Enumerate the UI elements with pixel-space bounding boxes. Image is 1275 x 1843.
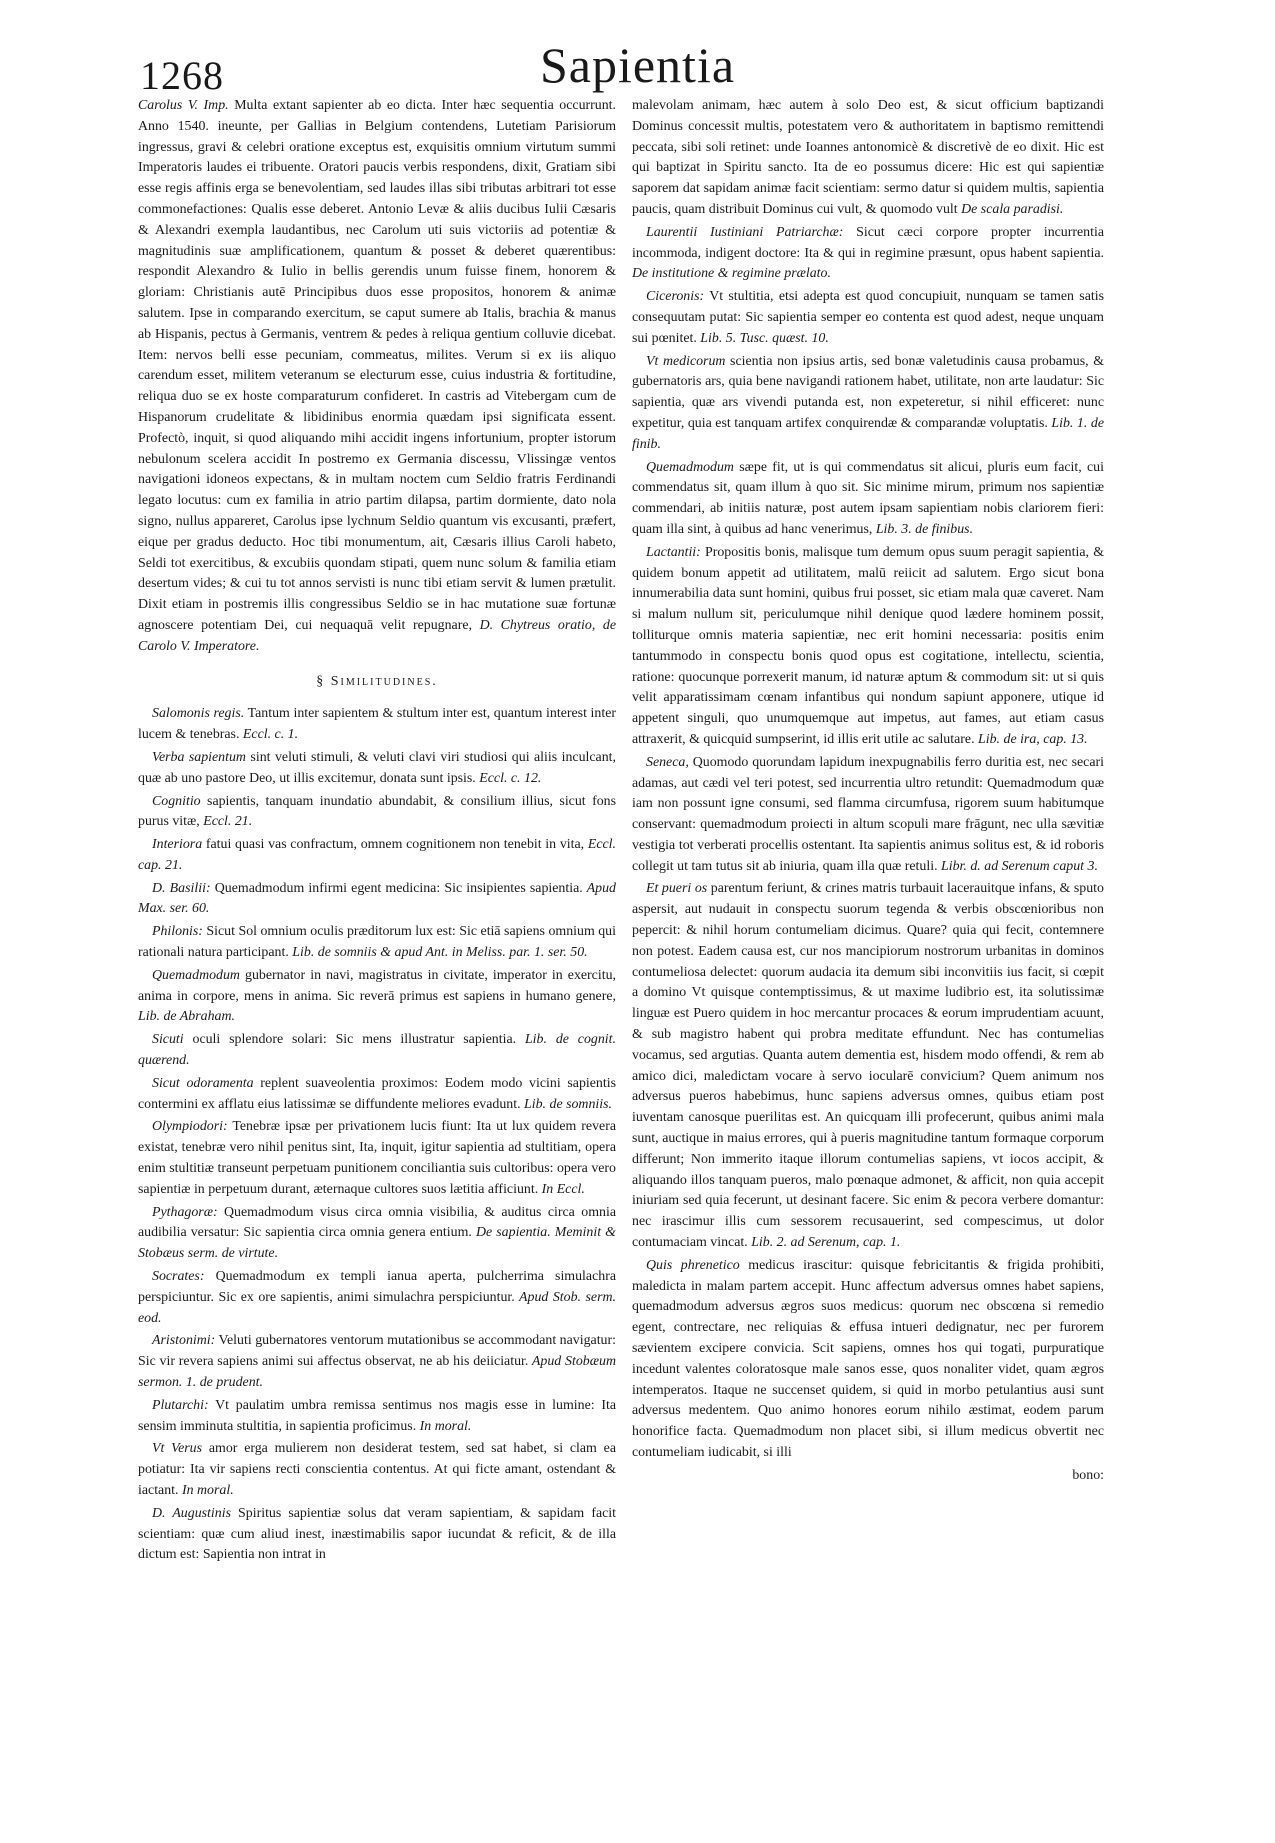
paragraph-text: sint veluti stimuli, & veluti clavi viri studiosi qui aliis inculcant, quæ ab uno pastore Deo, ut illis excitemur, donata sunt ipsis.	[138, 749, 616, 786]
paragraph-lead: Plutarchi:	[152, 1397, 209, 1413]
text-paragraph	[138, 1030, 616, 1072]
source-reference: De sapientia. Meminit & Stobæus serm. de virtute.	[138, 1225, 616, 1262]
text-paragraph	[138, 1439, 616, 1501]
paragraph-lead: Pythagoræ:	[152, 1204, 218, 1220]
running-title: Sapientia	[539, 37, 736, 93]
text-paragraph	[632, 753, 1104, 878]
source-reference: In moral.	[178, 1483, 234, 1498]
paragraph-text: oculi splendore solari: Sic mens illustratur sapientia.	[183, 1032, 517, 1048]
text-paragraph	[138, 1396, 616, 1438]
text-paragraph	[632, 458, 1104, 541]
paragraph-lead: Salomonis regis.	[152, 706, 245, 722]
text-paragraph	[138, 1267, 616, 1329]
source-reference: Lib. de somniis & apud Ant. in Meliss. par. 1. ser. 50.	[288, 945, 588, 961]
text-paragraph	[138, 1331, 616, 1393]
page-number: 1268	[140, 53, 224, 98]
text-paragraph	[138, 922, 616, 964]
source-reference: Eccl. 21.	[199, 814, 253, 830]
paragraph-text: Multa extant sapienter ab eo dicta. Inter hæc sequentia occurrunt. Anno 1540. ineunte, per Gallias in Belgium contendens, Lutetiam Parisiorum ingressus, gravi & celebri oratione exceptus est, exquisitis omnium virtutum summi Imperatoris laudes ei tribuente. Oratori paucis verbis respondens, dixit, Gratiam sibi esse regis affinis erga se benevolentiam, sed laudes illas sibi tributas arbitrari tot esse commonefactiones: Qualis esse deberet. Antonio Levæ & aliis ducibus Iulii Cæsaris & Alexandri exempla laudantibus, nec Carolum uti suis victoriis ad potentiæ & magnitudinis suæ amplificationem, quantum & posset & deberet quærentibus: respondit Alexandro & Iulio in bellis gerendis unum fuisse finem, honorem & gloriam: Christianis autē Principibus duos esse propositos, honorem & animæ salutem. Ipse in comparando exercitum, se caput sumere ab Italis, brachia & manus ab Hispanis, pectus à Germanis, ventrem & pedes à reliqua gentium colluvie dicebat. Item: nervos belli esse pecuniam, commeatus, milites. Verum si ex iis aliquo carendum esset, militem veteranum se electurum esse, cuius industria & fortitudine, reliqua duo se ex hoste comparaturum confideret. In castris ad Vitebergam cum de Hispanorum crudelitate & libidinibus enormia quædam ipsi significata essent. Profectò, inquit, si quod aliquando mihi accidit ingens infortunium, propter istorum nebulonum scelera accidit In postremo ex Germania discessu, Vlissingæ ventos navigationi idoneos expectans, & in multam noctem cum Seldio fratris Ferdinandi legato locutus: cum ex familia in atrio partim dilapsa, partim dormiente, dato nola signo, nullus appareret, Carolus ipse lychnum Seldio quantum vis excusanti, præfert, eique per gradus deducto. Hoc tibi monumentum, ait, Cæsaris illius Caroli habeto, Seldi tot exercitibus, & excubiis quondam stipati, quem nunc solum & familia etiam desertum vides; & cui tu tot annos servisti is nunc tibi etiam servit & lumen prætulit. Dixit etiam in postremis illis congressibus Seldio se in hac mutatione suæ fortunæ agnoscere potentiam Dei, cui nequaquā velit repugnare,	[138, 98, 616, 633]
paragraph-lead: Cognitio	[152, 793, 201, 809]
paragraph-lead: Sicuti	[152, 1032, 184, 1048]
paragraph-lead: Olympiodori:	[152, 1119, 228, 1135]
paragraph-text: replent suaveolentia proximos: Eodem modo vicini sapientis contermini ex afflatu eius latissimæ se diffundente meliores evadunt.	[138, 1075, 616, 1112]
source-reference: Libr. d. ad Serenum caput 3.	[937, 858, 1098, 874]
paragraph-text: scientia non ipsius artis, sed bonæ valetudinis causa probamus, & gubernatoris ars, quia bene navigandi rationem habet, utilitate, non arte laudatur: Sic sapientia, quæ ars vivendi putanda est, non expeteretur, si nihil efficeret: nunc expetitur, quia est tanquam artifex conquirendæ & comparandæ voluptatis.	[632, 353, 1105, 431]
source-reference: Lib. de somniis.	[520, 1096, 613, 1112]
paragraph-lead: Philonis:	[152, 924, 203, 940]
paragraph-text: malevolam animam, hæc autem à solo Deo est, & sicut officium baptizandi Dominus concessit multis, potestatem vero & authoritatem in baptismo remittendi peccata, sibi soli retinet: unde Ioannes antonomicè & discretivè de eo dixit. Hic est qui baptizat in Spiritu sancto. Ita de eo possumus dicere: Hic est qui sapientiæ saporem dat sapidam animæ facit scientiam: sermo datur si quidem multis, sapientia paucis, quam distribuit Dominus cui vult, & quomodo vult	[632, 98, 1104, 217]
paragraph-text: amor erga mulierem non desiderat testem, sed sat habet, si clam ea potiatur: Ita vir sapiens recti conscientia contentus. At qui ficte amant, ostendant & iactant.	[138, 1441, 617, 1498]
paragraph-text: Veluti gubernatores ventorum mutationibus se accommodant navigatur: Sic vir revera sapiens animi sui affectus observat, ne ab his deiiciatur.	[138, 1333, 616, 1370]
source-reference: Eccl. c. 12.	[475, 770, 542, 786]
text-paragraph	[632, 223, 1104, 285]
source-reference: In moral.	[416, 1418, 472, 1434]
paragraph-text: Tantum inter sapientem & stultum inter est, quantum interest inter lucem & tenebras.	[138, 706, 616, 743]
paragraph-lead: D. Basilii:	[152, 880, 211, 896]
paragraph-lead: Quis phrenetico	[646, 1257, 740, 1273]
source-reference: De institutione & regimine prælato.	[632, 266, 831, 282]
paragraph-lead: Sicut odoramenta	[152, 1075, 254, 1091]
source-reference: Lib. 1. de finib.	[632, 415, 1105, 452]
text-paragraph	[632, 287, 1104, 349]
paragraph-text: sapientis, tanquam inundatio abundabit, & consilium illius, sicut fons purus vitæ,	[138, 793, 616, 830]
source-reference: Apud Stobæum sermon. 1. de prudent.	[138, 1354, 616, 1391]
left-column	[138, 96, 616, 1568]
text-paragraph	[138, 966, 616, 1028]
paragraph-text: Quomodo quorundam lapidum inexpugnabilis ferro duritia est, nec secari adamas, aut cædi vel teri potest, sed incurrentia ultro retundit: Quemadmodum quæ iam non possunt igne consumi, sed flamma circumfusa, rigorem suum habitumque conservant: quemadmodum proiecti in altum scopuli mare frāgunt, nec ulla sævitiæ vestigia tot verberati procellis ostentant. Ita sapientis animus solitus est, & id roboris collegit ut tam tutus sit ab iniuria, quam illa quæ retuli.	[632, 754, 1104, 874]
text-paragraph	[138, 1504, 616, 1566]
paragraph-lead: Seneca,	[646, 754, 689, 770]
paragraph-text: Vt paulatim umbra remissa sentimus nos magis esse in lumine: Ita sensim imminuta stultitia, in sapientia proficimus.	[138, 1397, 616, 1434]
paragraph-text: Vt stultitia, etsi adepta est quod concupiuit, nunquam se tamen satis consequutam putat: Sic sapientia semper eo contenta est quod adest, neque unquam sui pœnitet.	[632, 289, 1104, 346]
source-reference: De scala paradisi.	[957, 201, 1064, 217]
source-reference: Eccl. cap. 21.	[138, 837, 616, 873]
paragraph-text: Quemadmodum ex templi ianua aperta, pulcherrima simulachra perspiciuntur. Sic ex ore sapientis, animi simulachra perspiciuntur.	[138, 1269, 616, 1305]
text-paragraph	[632, 352, 1104, 456]
paragraph-text: Sicut cæci corpore propter incurrentia incommoda, indigent doctore: Ita & qui in regimine præsunt, opus habent sapientia.	[632, 224, 1104, 261]
paragraph-lead: Vt Verus	[152, 1441, 203, 1457]
source-reference: Eccl. c. 1.	[239, 727, 299, 743]
text-paragraph	[138, 879, 616, 921]
source-reference: In Eccl.	[538, 1181, 585, 1197]
paragraph-text: gubernator in navi, magistratus in civitate, imperator in exercitu, anima in corpore, mens in anima. Sic reverā primus est sapiens in humano genere,	[138, 967, 616, 1004]
paragraph-text: Tenebræ ipsæ per privationem lucis fiunt: Ita ut lux quidem revera existat, tenebræ vero nihil penitus sint, Ita, inquit, igitur sapientia ad stultitiam, opera enim stultitiæ transeunt perpetuam punitionem conciliantia suis cultoribus: opera vero sapientiæ in perpetuum durant, æternaque cultores suos lætitia afficiunt.	[138, 1119, 616, 1197]
section-heading: § Similitudines.	[316, 673, 438, 689]
paragraph-text: sæpe fit, ut is qui commendatus sit alicui, pluris eum facit, cui commendatus sit, quam illum à quo sit. Sic minime mirum, primum nos sapientiæ commendari, ab initiis naturæ, post autem ipsam sapientiam nobis clariorem fieri: quam illa sint, à quibus ad hanc venerimus,	[632, 459, 1104, 537]
paragraph-lead: Lactantii:	[646, 544, 701, 560]
source-reference: Lib. de ira, cap. 13.	[974, 731, 1088, 747]
source-reference: Lib. de Abraham.	[138, 1009, 235, 1025]
paragraph-lead: D. Augustinis	[152, 1505, 231, 1521]
paragraph-lead: Vt medicorum	[646, 353, 726, 369]
paragraph-text: medicus irascitur: quisque febricitantis & frigida prohibiti, maledicta in malam partem accepit. Hunc affectum adversus omnes habet sapiens, quemadmodum adversus ægros suos medicus: quorum nec obscœna si remedio egent, contrectare, nec reliquias & effusa intueri dedignatur, nec per furorem sævientem excipere convicia. Scit sapiens, omnes hos qui togati, purpuratique incedunt valentes coloratosque male sanos esse, quos nonaliter videt, quam ægros intemperatos. Itaque ne succenset quidem, si quid in morbo petulantius ausi sunt adversus medentem. Quo animo honores eorum nihilo æstimat, eodem parum honorifice facta. Quemadmodum non placet sibi, si illum medicus obvertit nec contumeliam iudicabit, si illi	[632, 1257, 1105, 1460]
text-paragraph	[138, 96, 616, 658]
text-paragraph	[632, 879, 1104, 1253]
source-reference: Lib. 3. de finibus.	[872, 521, 974, 537]
paragraph-text: Propositis bonis, malisque tum demum opus suum peragit sapientia, & quidem bonum appetit ad utilitatem, malū reiicit ad salutem. Ergo sicut bona innumerabilia data sunt homini, quibus frui posset, sic etiam mala quæ caveret. Nam si malum nullum sit, periculumque nihil denique quod lædere hominem possit, tolliturque omnis materia sapientiæ, nec erit homini necessaria: positis enim tantummodo in conspectu bonis quod opus est cogitatione, intellectu, scientia, ratione: quocunque porrexerit manum, id naturæ aptum & commodum sit: ut si quis velit apparatissimam cœnam infantibus qui nondum sapiunt apponere, utique id appetent singuli, quo unumquemque aut impetus, aut fames, aut etiam casus attraxerit, & quicquid sumpserint, id illis erit utile ac salutare.	[632, 544, 1104, 747]
catchword: bono:	[1072, 1467, 1104, 1483]
text-paragraph	[632, 543, 1104, 751]
source-reference: D. Chytreus oratio, de Carolo V. Imperatore.	[138, 617, 616, 654]
paragraph-lead: Socrates:	[152, 1269, 205, 1285]
source-reference: Lib. 2. ad Serenum, cap. 1.	[747, 1235, 901, 1251]
right-column	[632, 96, 1104, 1487]
source-reference: Apud Stob. serm. eod.	[138, 1289, 617, 1326]
paragraph-text: Quemadmodum infirmi egent medicina: Sic insipientes sapientia.	[210, 880, 583, 896]
source-reference: Lib. 5. Tusc. quæst. 10.	[696, 330, 829, 346]
paragraph-lead: Aristonimi:	[152, 1333, 216, 1349]
source-reference: Apud Max. ser. 60.	[138, 880, 616, 917]
text-paragraph	[138, 1203, 616, 1265]
paragraph-lead: Quemadmodum	[646, 459, 734, 475]
text-paragraph	[138, 748, 616, 790]
paragraph-lead: Verba sapientum	[152, 749, 246, 765]
paragraph-text: parentum feriunt, & crines matris turbauit lacerauitque infans, & sputo aspersit, aut nudauit in conspectu suorum tegenda & verbis obscœnioribus non pepercit: & nihil horum contumeliam dicimus. Quare? quia qui fecit, contemnere non potest. Eadem causa est, cur nos mancipiorum nostrorum urbanitas in dominos contumeliosa delectet: quorum audacia ita demum sibi inconvitiis ius facit, si cœpit a domino Vt quisque contemptissimus, & ut maxime ludibrio est, ita solutissimæ linguæ est Puero quidem in hoc mercantur procaces & eorum imprudentiam acuunt, & sub magistro habent qui probra meditate effundunt. Nec has contumelias vocamus, sed argutias. Quanta autem dementia est, hisdem modo offendi, & rem ab amico dici, maledictam vocare à servo iocularē convicium? Quem animum nos adversus pueros habebimus, hunc sapiens adversus omnes, quibus etiam post iuventam canosque puerilitas est. An quicquam illi profecerunt, quibus animi mala sunt, auctique in maius errores, qui à pueris magnitudine tantum formaque corporum differunt; Non immerito itaque illorum contumelias sapiens, vt iocos accipit, & aliquando illos tanquam pueros, malo pœnaque admonet, & afficit, non quia accepit iniuriam sed quia fecerunt, ut desinant facere. Sic enim & pecora verbere domantur: nec irascimur illis cum sessorem recusauerint, sed compescimus, ut dolor contumaciam vincat.	[632, 881, 1104, 1251]
paragraph-lead: Laurentii Iustiniani Patriarchæ:	[646, 224, 844, 240]
paragraph-text: Sicut Sol omnium oculis præditorum lux est: Sic etiā sapiens omnium qui rationali natura participant.	[138, 924, 616, 961]
paragraph-lead: Ciceronis:	[646, 289, 705, 305]
text-paragraph	[632, 1256, 1104, 1464]
paragraph-lead: Quemadmodum	[152, 967, 240, 983]
text-paragraph	[138, 1117, 616, 1200]
text-paragraph	[632, 96, 1104, 221]
text-paragraph	[138, 1074, 616, 1116]
source-reference: Lib. de cognit. quærend.	[138, 1032, 616, 1069]
text-paragraph	[138, 835, 616, 877]
text-paragraph	[138, 792, 616, 834]
paragraph-lead: Et pueri os	[646, 881, 708, 897]
paragraph-lead: Interiora	[152, 837, 203, 853]
paragraph-text: Spiritus sapientiæ solus dat veram sapientiam, & sapidam facit scientiam: quæ cum aliud inest, inæstimabilis sapor iucundat & reficit, & de illa dictum est: Sapientia non intrat in	[138, 1505, 616, 1563]
paragraph-text: fatui quasi vas confractum, omnem cognitionem non tenebit in vita,	[202, 837, 585, 853]
paragraph-lead: Carolus V. Imp.	[138, 98, 229, 113]
paragraph-text: Quemadmodum visus circa omnia visibilia, & auditus circa omnia audibilia versatur: Sic sapientia circa omnia genera entium.	[138, 1204, 616, 1241]
text-paragraph	[138, 704, 616, 746]
